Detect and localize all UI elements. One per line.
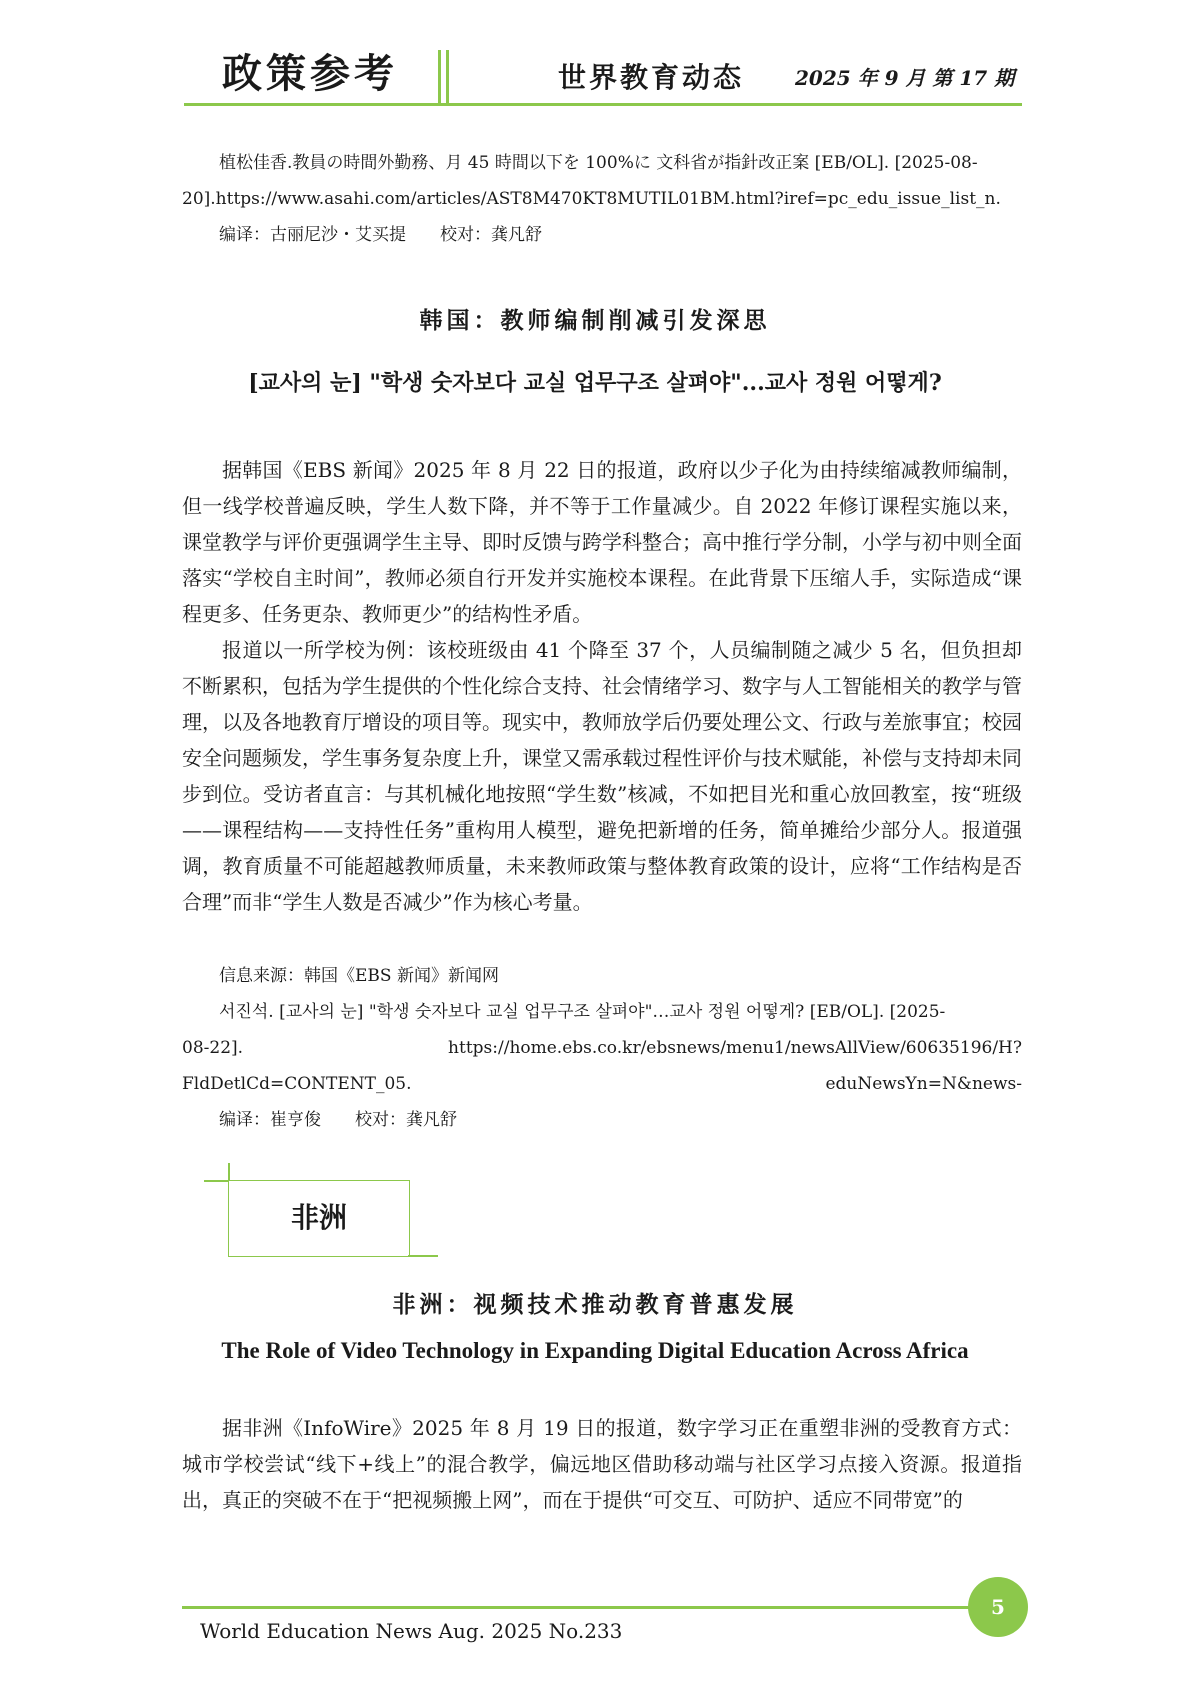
- korea-citation-line3: FldDetlCd=CONTENT_05.: [182, 1074, 412, 1094]
- korea-original-title: [교사의 눈] "학생 숫자보다 교실 업무구조 살펴야"...교사 정원 어떻게?: [248, 370, 942, 396]
- africa-section-title: 非洲：视频技术推动教育普惠发展: [392, 1291, 798, 1318]
- korea-paragraph-2: 报道以一所学校为例：该校班级由 41 个降至 37 个，人员编制随之减少 5 名，但负担却不断累积，包括为学生提供的个性化综合支持、社会情绪学习、数字与人工智能相关的教学与管理，以及各地教育厅增设的项目等。现实中，教师放学后仍要处理公文、行政与差旅事宜；校园安全问题频发，学生事务复杂度上升，课堂又需承载过程性评价与技术赋能，补偿与支持却未同步到位。受访者直言：与其机械化地按照“学生数”核减，不如把目光和重心放回教室，按“班级——课程结构——支持性任务”重构用人模型，避免把新增的任务，简单摊给少部分人。报道强调，教育质量不可能超越教师质量，未来教师政策与整体教育政策的设计，应将“工作结构是否合理”而非“学生人数是否减少”作为核心考量。: [182, 638, 1022, 914]
- region-box-corner-h2: [408, 1255, 438, 1257]
- region-label: 非洲: [290, 1201, 347, 1234]
- issue-info: 2025 年 9 月 第 17 期: [795, 66, 1015, 90]
- journal-title: 世界教育动态: [558, 61, 745, 94]
- korea-source: 信息来源：韩国《EBS 新闻》新闻网: [219, 966, 499, 986]
- africa-original-title: The Role of Video Technology in Expanding Digital Education Across Africa: [221, 1338, 969, 1363]
- korea-citation-line1: 서진석. [교사의 눈] "학생 숫자보다 교실 업무구조 살펴야"…교사 정원 어떻게? [EB/OL]. [2025-: [219, 1002, 946, 1022]
- header-rule: [184, 103, 1022, 106]
- japan-credits: 编译：古丽尼沙・艾买提 校对：龚凡舒: [219, 225, 542, 245]
- japan-citation-line1: 植松佳香.教員の時間外勤務、月 45 時間以下を 100%に 文科省が指針改正案 [EB/OL]. [2025-08-: [219, 153, 978, 173]
- footer-publication: World Education News Aug. 2025 No.233: [200, 1619, 623, 1643]
- journal-section-title: 政策参考: [222, 50, 398, 97]
- footer-rule: [182, 1606, 972, 1609]
- region-box-corner-v: [228, 1163, 230, 1180]
- japan-citation-line2: 20].https://www.asahi.com/articles/AST8M470KT8MUTIL01BM.html?iref=pc_edu_issue_list_n.: [182, 189, 1001, 209]
- region-box-corner-h: [204, 1180, 228, 1182]
- korea-section-title: 韩国：教师编制削减引发深思: [419, 307, 771, 334]
- korea-paragraph-1: 据韩国《EBS 新闻》2025 年 8 月 22 日的报道，政府以少子化为由持续缩减教师编制，但一线学校普遍反映，学生人数下降，并不等于工作量减少。自 2022 年修订课程实施以来，课堂教学与评价更强调学生主导、即时反馈与跨学科整合；高中推行学分制，小学与初中则全面落实“学校自主时间”，教师必须自行开发并实施校本课程。在此背景下压缩人手，实际造成“课程更多、任务更杂、教师更少”的结构性矛盾。: [182, 458, 1022, 626]
- header-divider-2: [446, 50, 449, 106]
- korea-citation-line2-date: 08-22].: [182, 1038, 244, 1058]
- africa-paragraph-1: 据非洲《InfoWire》2025 年 8 月 19 日的报道，数字学习正在重塑非洲的受教育方式：城市学校尝试“线下+线上”的混合教学，偏远地区借助移动端与社区学习点接入资源。报道指出，真正的突破不在于“把视频搬上网”，而在于提供“可交互、可防护、适应不同带宽”的: [182, 1416, 1022, 1512]
- header-divider: [438, 50, 441, 106]
- page-number: 5: [968, 1577, 1028, 1637]
- korea-credits: 编译：崔亨俊 校对：龚凡舒: [219, 1110, 457, 1130]
- korea-citation-line2-url: https://home.ebs.co.kr/ebsnews/menu1/newsAllView/60635196/H?eduNewsYn=N&news-: [448, 1038, 1022, 1094]
